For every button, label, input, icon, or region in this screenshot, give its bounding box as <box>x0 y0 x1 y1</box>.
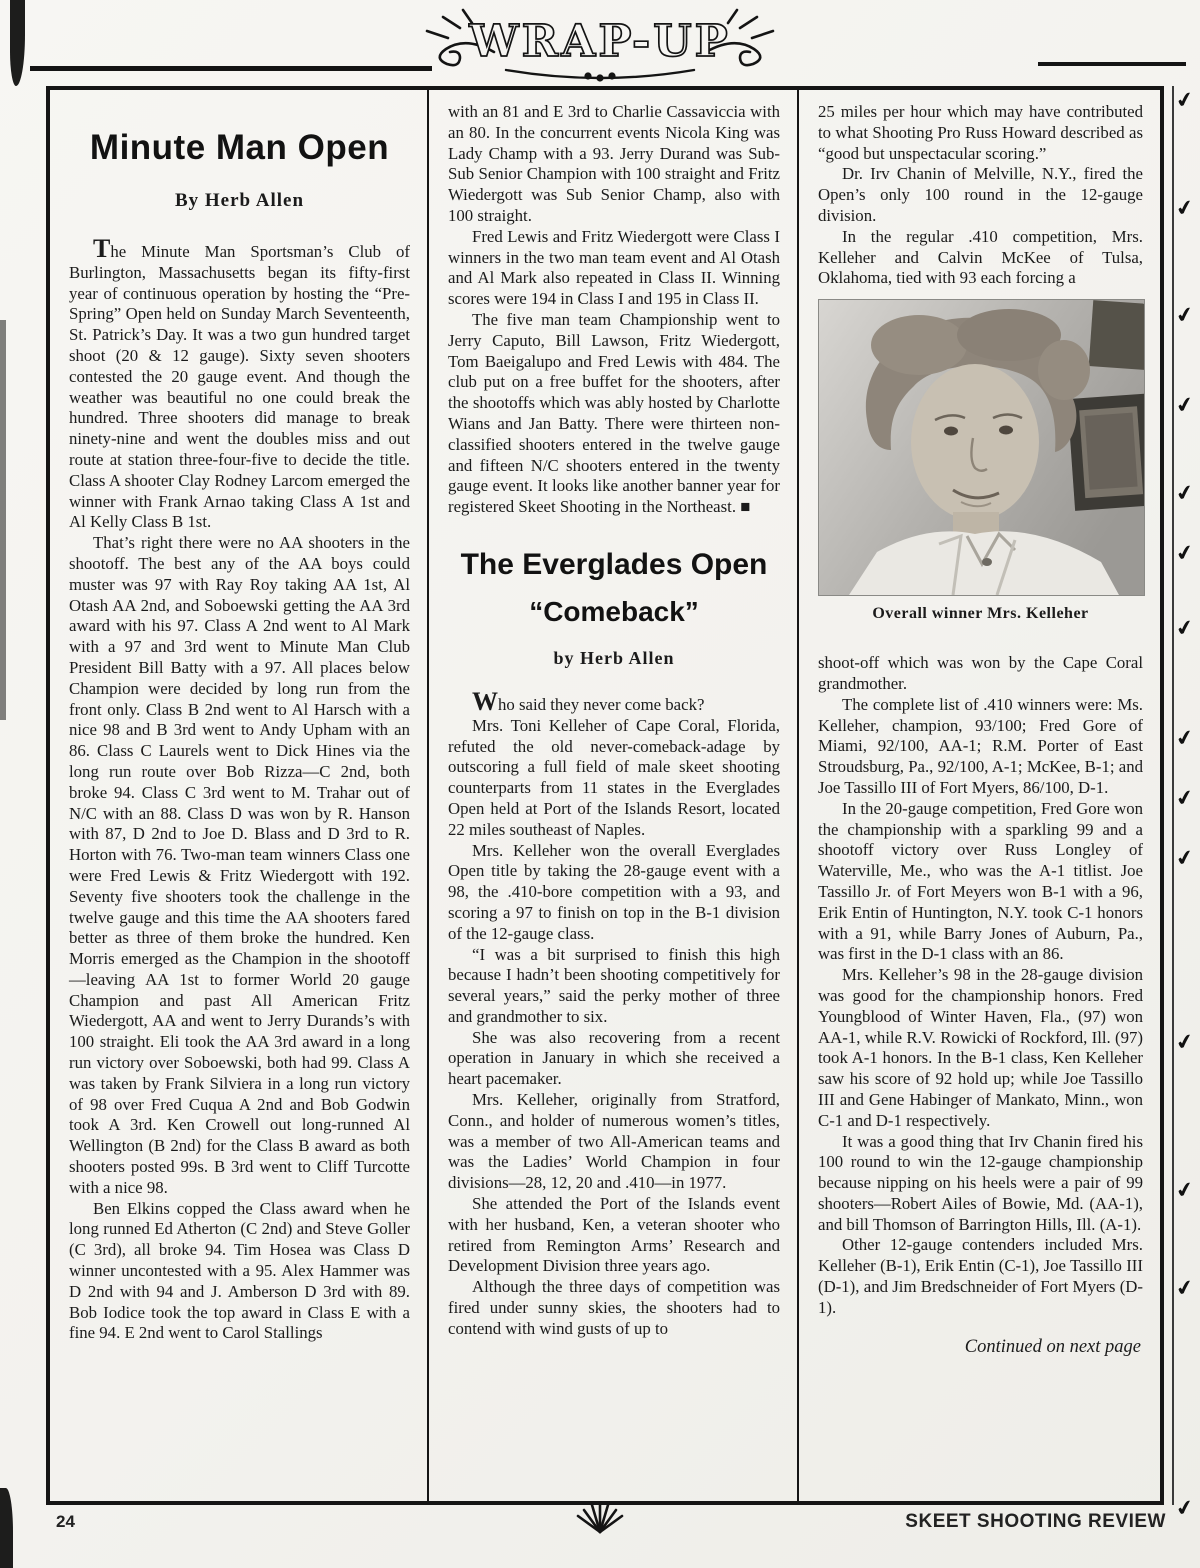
paragraph: Mrs. Kelleher won the overall Everglades Open title by taking the 28-gauge event with a 98, the .410-bore competition with a 93, and scoring a 97 to finish on top in the B-1 division of the 12-gauge class. <box>448 840 780 943</box>
paragraph-continuation: with an 81 and E 3rd to Charlie Cassaviccia with an 80. In the concurrent events Nicola King was Lady Champ with a 93. Jerry Durand was Sub-Sub Senior Champion with 100 straight and Fritz Wiedergott was Sub Senior Champ, also with 100 straight. <box>448 102 780 225</box>
paragraph: Mrs. Kelleher’s 98 in the 28-gauge division was good for the championship honors. Fred Youngblood of Winter Haven, Fla., (97) won AA-1, while R.V. Rowicki of Rockford, Ill. (97) took A-1 honors. In the B-1 class, Ken Kelleher saw his score of 92 hold up; while Joe Tassillo III and Gene Habinger of Mankato, Minn., won C-1 and D-1 respectively. <box>818 965 1143 1130</box>
everglades-title: The Everglades Open <box>460 547 768 581</box>
margin-check-icon: ✔ <box>1173 614 1196 642</box>
paragraph: That’s right there were no AA shooters in the shootoff. The best any of the AA boys could muster was 97 with Ray Roy taking AA 1st, Al Otash AA 2nd, and Soboewski getting the AA 3rd award with his 97. Class A 2nd went to Al Mark with a 97 and 3rd went to Minute Man Club President Bill Batty with a 97. All places below Champion were decided by long run from the front only. Class B 2nd went to Al Harsch with a nice 98 and B 3rd went to Andy Upham with an 86. Class C Laurels went to Dick Hines via the long run route over Bob Rizza—C 2nd, both broke 94. Class C 3rd went to M. Trahar out of N/C with an 88. Class D was won by R. Hanson with 87, D 2nd to Joe D. Blass and D 3rd to R. Horton with 76. Two-man team winners Class one were Fred Lewis & Fritz Wiedergott with 192. Seventy five shooters took the challenge in the twelve gauge and this time the AA shooters fared better as three of them broke the hundred. Ken Morris emerged as the Champion in the shootoff—leaving AA 1st to former World 20 gauge Champion and past All American Fritz Wiedergott, AA and went to Jerry Durands’s with 100 straight. Eli took the AA 3rd award in a long run victory over Soboewski, both had 99. Class A was taken by Frank Silviera in a long run victory of 98 over Fred Cuqua A 2nd and Bob Godwin took A 3rd. Ken Crowell out long-runned Al Wellington (B 2nd) for the Class B award as both shooters posted 99s. B 3rd went to Cliff Turcotte with a nice 98. <box>69 533 410 1197</box>
drop-cap: T <box>93 234 111 263</box>
paragraph: Ben Elkins copped the Class award when he long runned Ed Atherton (C 2nd) and Steve Goller (C 3rd), all broke 94. Tim Hosea was Class D winner uncontested with a 95. Alex Hammer was D 2nd with 94 and J. Amberson D 3rd with 89. Bob Iodice took the top award in Class E with a fine 94. E 2nd went to Carol Stallings <box>69 1198 410 1343</box>
paragraph: Mrs. Toni Kelleher of Cape Coral, Florida, refuted the old never-comeback-adage by outscoring a full field of male skeet shooting counterparts from 11 states in the Everglades Open held at Port of the Islands Resort, located 22 miles southeast of Naples. <box>448 715 780 839</box>
margin-check-icon: ✔ <box>1173 479 1196 507</box>
paragraph: The complete list of .410 winners were: Ms. Kelleher, champion, 93/100; Fred Gore of Miami, 92/100, AA-1; R.M. Porter of East Stroudsburg, Pa., 92/100, A-1; McKee, B-1; and Joe Tassillo III of Fort Myers, 86/100, D-1. <box>818 694 1143 797</box>
margin-check-icon: ✔ <box>1173 844 1196 872</box>
photo-figure <box>818 299 1143 623</box>
paragraph-continuation: shoot-off which was won by the Cape Coral grandmother. <box>818 653 1143 693</box>
paragraph: In the regular .410 competition, Mrs. Kelleher and Calvin McKee of Tulsa, Oklahoma, tied with 93 each forcing a <box>818 226 1143 288</box>
continued-note: Continued on next page <box>964 1336 1141 1357</box>
portrait-photo <box>818 299 1145 596</box>
margin-check-icon: ✔ <box>1173 1494 1196 1522</box>
paragraph: “I was a bit surprised to finish this high because I hadn’t been shooting competitively for several years,” said the perky mother of three and grandmother to six. <box>448 944 780 1026</box>
paragraph-text: he Minute Man Sportsman’s Club of Burlington, Massachusetts began its fifty-first year of continuous operation by hosting the “Pre-Spring” Open held on Sunday March Seventeenth, St. Patrick’s Day. It was a two gun hundred target shoot (20 & 12 gauge). Sixty seven shooters contested the 20 gauge event. And though the weather was beautiful no one could break the hundred. Three shooters did manage to break ninety-nine and went the doubles miss and out route at station three-four-five to decide the title. Class A shooter Clay Rodney Larcom emerged the winner with Frank Arnao taking Class A 1st and Al Kelly Class B 1st. <box>69 242 410 532</box>
page-title: WRAP-UP <box>469 16 731 67</box>
paragraph: Dr. Irv Chanin of Melville, N.Y., fired the Open’s only 100 round in the 12-gauge division. <box>818 164 1143 225</box>
header-rule-left <box>30 66 432 71</box>
column-2 <box>429 90 799 1501</box>
margin-check-icon: ✔ <box>1173 1028 1196 1056</box>
wrapup-logo-art <box>402 8 798 86</box>
paragraph-text: ho said they never come back? <box>498 694 705 714</box>
margin-check-icon: ✔ <box>1173 86 1196 114</box>
paragraph: Mrs. Kelleher, originally from Stratford, Conn., and holder of numerous women’s titles, was a member of two All-American teams and was the Ladies’ World Champion in four divisions—28, 12, 20 and .410—in 1977. <box>448 1090 780 1193</box>
wrapup-logo <box>402 8 798 86</box>
paragraph: The five man team Championship went to Jerry Caputo, Bill Lawson, Fritz Wiedergott, Tom Baeigalupo and Fred Lewis with 484. The club put on a free buffet for the shooters, after the shootoffs which was ably hosted by Charlotte Wians and Jan Batty. There were thirteen non-classified shooters entered in the twelve gauge and fifteen N/C shooters entered in the twenty gauge event. It looks like another banner year for registered Skeet Shooting in the Northeast. ■ <box>448 309 780 517</box>
scan-artifact <box>0 320 6 720</box>
photo-caption: Overall winner Mrs. Kelleher <box>872 605 1089 623</box>
paragraph: She attended the Port of the Islands event with her husband, Ken, a veteran shooter who retired from Remington Arms’ Research and Development Division three years ago. <box>448 1194 780 1276</box>
paragraph: She was also recovering from a recent operation in January in which she received a heart pacemaker. <box>448 1027 780 1089</box>
margin-check-icon: ✔ <box>1173 194 1196 222</box>
paragraph: In the 20-gauge competition, Fred Gore won the championship with a sparkling 99 and a shootoff victory over Russ Longley of Waterville, Me., who was the A-1 titlist. Joe Tassillo Jr. of Fort Meyers won B-1 with a 96, Erik Entin of Huntington, N.Y. took C-1 honors with a 91, while Barry Jones of Auburn, Pa., was first in the D-1 class with an 86. <box>818 798 1143 964</box>
content-box <box>46 86 1164 1505</box>
margin-check-icon: ✔ <box>1173 784 1196 812</box>
paragraph-continuation: 25 miles per hour which may have contributed to what Shooting Pro Russ Howard described as “good but unspectacular scoring.” <box>818 102 1143 163</box>
margin-check-icon: ✔ <box>1173 391 1196 419</box>
margin-check-icon: ✔ <box>1173 1274 1196 1302</box>
page-edge-line <box>1172 86 1174 1505</box>
paragraph: Other 12-gauge contenders included Mrs. Kelleher (B-1), Erik Entin (C-1), Joe Tassillo III (D-1), and Jim Bredschneider of Fort Myers (D-1). <box>818 1235 1143 1317</box>
underline-swash-icon <box>506 70 694 80</box>
scan-artifact <box>10 0 25 86</box>
paragraph: Fred Lewis and Fritz Wiedergott were Class I winners in the two man team event and Al Otash and Al Mark also repeated in Class II. Winning scores were 194 in Class I and 195 in Class II. <box>448 226 780 309</box>
column-1 <box>50 90 429 1501</box>
margin-check-icon: ✔ <box>1173 1176 1196 1204</box>
fan-ornament-icon <box>574 1502 626 1541</box>
margin-check-icon: ✔ <box>1173 301 1196 329</box>
scan-artifact <box>0 1488 13 1568</box>
margin-check-icon: ✔ <box>1173 539 1196 567</box>
column-3 <box>799 90 1160 1501</box>
paragraph: It was a good thing that Irv Chanin fired his 100 round to win the 12-gauge championship because nipping on his heels were a pair of 99 shooters—Robert Ailes of Bowie, Md. (AA-1), and bill Thomson of Barrington Hills, Ill. (A-1). <box>818 1131 1143 1234</box>
header-rule-right <box>1038 62 1186 66</box>
paragraph <box>69 236 410 533</box>
everglades-byline: by Herb Allen <box>553 647 675 668</box>
paragraph <box>448 686 780 716</box>
drop-cap: W <box>472 686 498 716</box>
margin-check-icon: ✔ <box>1173 724 1196 752</box>
magazine-title: SKEET SHOOTING REVIEW <box>905 1511 1166 1532</box>
minute-man-title: Minute Man Open <box>89 128 390 167</box>
page-number: 24 <box>56 1512 75 1531</box>
minute-man-byline: By Herb Allen <box>174 190 305 211</box>
paragraph: Although the three days of competition was fired under sunny skies, the shooters had to contend with wind gusts of up to <box>448 1277 780 1338</box>
everglades-subtitle: “Comeback” <box>529 595 699 627</box>
